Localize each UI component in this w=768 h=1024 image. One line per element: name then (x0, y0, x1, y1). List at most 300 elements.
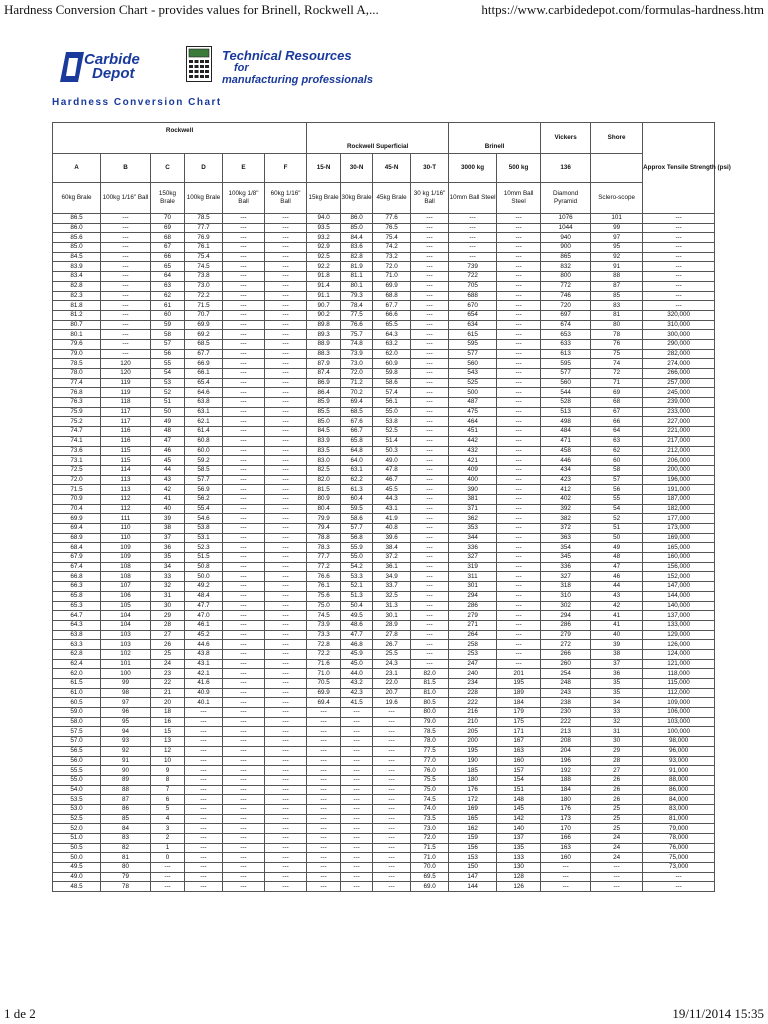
table-cell: 48.5 (53, 882, 101, 892)
table-cell: 79.9 (307, 514, 341, 524)
table-cell: 103 (101, 640, 151, 650)
table-cell: 106,000 (643, 708, 715, 718)
table-cell: --- (373, 766, 411, 776)
table-cell: 119 (101, 388, 151, 398)
table-cell: 30 (591, 737, 643, 747)
table-cell: --- (101, 320, 151, 330)
table-cell: 475 (449, 407, 497, 417)
table-cell: 76.5 (373, 223, 411, 233)
table-row (53, 398, 715, 408)
table-cell: --- (265, 659, 307, 669)
table-cell: 73.9 (341, 349, 373, 359)
vickers-header: Vickers (541, 123, 591, 154)
table-cell: 212,000 (643, 446, 715, 456)
table-cell: --- (223, 369, 265, 379)
table-cell: 82.0 (307, 475, 341, 485)
table-cell: 191,000 (643, 485, 715, 495)
table-cell: 205 (449, 727, 497, 737)
table-cell: --- (185, 737, 223, 747)
table-cell: --- (223, 417, 265, 427)
table-cell: 177,000 (643, 514, 715, 524)
table-cell: 21 (151, 688, 185, 698)
table-cell: --- (643, 872, 715, 882)
table-cell: 120 (101, 369, 151, 379)
table-cell: 54.2 (341, 562, 373, 572)
table-row (53, 291, 715, 301)
table-cell: --- (411, 214, 449, 224)
table-cell: 81.5 (411, 679, 449, 689)
table-cell: 175 (497, 717, 541, 727)
table-cell: 83 (101, 834, 151, 844)
table-cell: 53.8 (185, 524, 223, 534)
table-cell: 720 (541, 301, 591, 311)
table-cell: 103,000 (643, 717, 715, 727)
table-cell: 421 (449, 456, 497, 466)
table-cell: 44.0 (341, 669, 373, 679)
table-cell: --- (265, 262, 307, 272)
table-cell: 85.5 (307, 407, 341, 417)
table-cell: 81.2 (53, 310, 101, 320)
table-cell: 90 (101, 766, 151, 776)
table-cell: --- (223, 359, 265, 369)
table-cell: 45 (151, 456, 185, 466)
table-cell: --- (307, 804, 341, 814)
table-cell: 87.9 (307, 359, 341, 369)
table-cell: 274,000 (643, 359, 715, 369)
table-cell: 77.5 (341, 310, 373, 320)
table-cell: 51.3 (341, 591, 373, 601)
load-header: 100kg 1/8" Ball (223, 183, 265, 214)
table-cell: 43 (591, 591, 643, 601)
table-cell: 50.0 (53, 853, 101, 863)
table-cell: 266,000 (643, 369, 715, 379)
table-cell: 8 (151, 775, 185, 785)
table-cell: 16 (151, 717, 185, 727)
table-cell: 58 (591, 465, 643, 475)
table-cell: 106 (101, 591, 151, 601)
table-cell: 135 (497, 843, 541, 853)
table-cell: 577 (541, 369, 591, 379)
table-cell: 40.1 (185, 698, 223, 708)
table-cell: --- (497, 562, 541, 572)
table-cell: 112 (101, 494, 151, 504)
table-cell: 57.7 (341, 524, 373, 534)
table-row (53, 611, 715, 621)
table-cell: --- (223, 465, 265, 475)
table-cell: 53 (151, 378, 185, 388)
table-row (53, 737, 715, 747)
table-cell: --- (265, 388, 307, 398)
table-cell: --- (411, 281, 449, 291)
table-cell: --- (265, 814, 307, 824)
table-cell: 117 (101, 417, 151, 427)
table-cell: --- (497, 494, 541, 504)
table-cell: --- (307, 737, 341, 747)
table-cell: 76.0 (411, 766, 449, 776)
table-cell: --- (497, 223, 541, 233)
table-cell: 43.1 (373, 504, 411, 514)
table-cell: --- (265, 795, 307, 805)
table-cell: --- (223, 272, 265, 282)
table-cell: --- (497, 310, 541, 320)
scale-header: 500 kg (497, 154, 541, 183)
table-cell: --- (185, 872, 223, 882)
table-cell: --- (373, 853, 411, 863)
table-cell: --- (497, 272, 541, 282)
table-row (53, 582, 715, 592)
table-cell: --- (223, 514, 265, 524)
table-cell: --- (101, 252, 151, 262)
load-header: Sclero-scope (591, 183, 643, 214)
table-cell: 80.1 (341, 281, 373, 291)
table-cell: 362 (449, 514, 497, 524)
table-cell: --- (411, 611, 449, 621)
table-cell: 615 (449, 330, 497, 340)
table-cell: 3 (151, 824, 185, 834)
table-row (53, 853, 715, 863)
table-cell: 48 (591, 553, 643, 563)
table-cell: 63.1 (341, 465, 373, 475)
table-cell: 121,000 (643, 659, 715, 669)
table-cell: 70.4 (53, 504, 101, 514)
table-cell: 68 (151, 233, 185, 243)
table-cell: 70.2 (341, 388, 373, 398)
table-cell: 36 (151, 543, 185, 553)
table-cell: 74.5 (185, 262, 223, 272)
table-cell: --- (101, 214, 151, 224)
table-cell: 113 (101, 475, 151, 485)
table-cell: --- (101, 223, 151, 233)
table-cell: --- (223, 349, 265, 359)
table-cell: --- (265, 465, 307, 475)
table-row (53, 243, 715, 253)
table-cell: 73.0 (341, 359, 373, 369)
table-cell: 595 (449, 339, 497, 349)
table-cell: --- (151, 882, 185, 892)
table-row (53, 378, 715, 388)
table-cell: 34.9 (373, 572, 411, 582)
table-cell: --- (307, 746, 341, 756)
table-cell: --- (411, 640, 449, 650)
table-cell: --- (101, 272, 151, 282)
table-cell: 69 (591, 388, 643, 398)
table-cell: --- (307, 766, 341, 776)
table-cell: 116 (101, 427, 151, 437)
table-cell: --- (411, 398, 449, 408)
table-cell: --- (265, 611, 307, 621)
table-cell: 53.3 (341, 572, 373, 582)
table-cell: 577 (449, 349, 497, 359)
table-cell: --- (411, 562, 449, 572)
table-cell: 50.4 (341, 601, 373, 611)
table-cell: 72.2 (307, 649, 341, 659)
table-cell: 52.3 (185, 543, 223, 553)
table-row (53, 649, 715, 659)
table-cell: 129,000 (643, 630, 715, 640)
table-cell: 72 (591, 369, 643, 379)
table-row (53, 679, 715, 689)
table-cell: 234 (449, 679, 497, 689)
table-cell: 513 (541, 407, 591, 417)
table-cell: 53.1 (185, 533, 223, 543)
table-cell: 62 (591, 446, 643, 456)
table-cell: 230 (541, 708, 591, 718)
table-cell: 109 (101, 543, 151, 553)
table-row (53, 766, 715, 776)
logo-line-2: Depot (92, 65, 135, 82)
table-row (53, 369, 715, 379)
table-cell: 28.9 (373, 620, 411, 630)
table-cell: --- (411, 388, 449, 398)
table-cell: 33 (591, 708, 643, 718)
table-cell: 800 (541, 272, 591, 282)
table-cell: --- (411, 601, 449, 611)
table-cell: 60 (591, 456, 643, 466)
table-row (53, 427, 715, 437)
table-cell: 43.1 (185, 659, 223, 669)
table-cell: 196 (541, 756, 591, 766)
table-cell: 154 (497, 775, 541, 785)
table-cell: 55.9 (341, 543, 373, 553)
table-cell: 90.7 (307, 301, 341, 311)
table-cell: 239,000 (643, 398, 715, 408)
table-cell: --- (373, 708, 411, 718)
table-cell: --- (341, 863, 373, 873)
table-cell: 528 (541, 398, 591, 408)
table-cell: 75.9 (53, 407, 101, 417)
table-cell: --- (341, 746, 373, 756)
table-cell: 62.0 (373, 349, 411, 359)
table-cell: --- (497, 359, 541, 369)
table-cell: --- (497, 427, 541, 437)
table-cell: 79.4 (307, 524, 341, 534)
table-cell: --- (223, 679, 265, 689)
table-cell: 26 (591, 775, 643, 785)
table-cell: --- (223, 756, 265, 766)
table-cell: --- (223, 378, 265, 388)
table-cell: 69.4 (53, 524, 101, 534)
table-cell: 345 (541, 553, 591, 563)
table-cell: 64.3 (373, 330, 411, 340)
table-cell: 42 (151, 485, 185, 495)
table-cell: --- (265, 243, 307, 253)
table-cell: 56.5 (53, 746, 101, 756)
table-cell: 91.8 (307, 272, 341, 282)
table-cell: 44.3 (373, 494, 411, 504)
table-row (53, 698, 715, 708)
table-cell: 92 (101, 746, 151, 756)
table-cell: 73.3 (307, 630, 341, 640)
table-cell: 59 (151, 320, 185, 330)
table-cell: 55 (591, 494, 643, 504)
table-cell: --- (185, 746, 223, 756)
table-cell: --- (643, 252, 715, 262)
table-cell: 111 (101, 514, 151, 524)
table-cell: 108 (101, 572, 151, 582)
table-cell: 49.5 (53, 863, 101, 873)
table-cell: --- (265, 339, 307, 349)
table-cell: 84.5 (53, 252, 101, 262)
table-cell: 67.7 (185, 349, 223, 359)
scale-header-empty (591, 154, 643, 183)
table-cell: --- (307, 882, 341, 892)
table-cell: 115,000 (643, 679, 715, 689)
table-cell: 34 (591, 698, 643, 708)
table-cell: 53.0 (53, 804, 101, 814)
table-cell: --- (223, 698, 265, 708)
table-cell: 69.4 (341, 398, 373, 408)
table-cell: 52.0 (53, 824, 101, 834)
table-cell: --- (223, 669, 265, 679)
scale-header: B (101, 154, 151, 183)
table-cell: --- (411, 252, 449, 262)
table-cell: 697 (541, 310, 591, 320)
table-cell: 68 (591, 398, 643, 408)
table-cell: --- (265, 378, 307, 388)
table-cell: 147,000 (643, 582, 715, 592)
table-cell: --- (185, 708, 223, 718)
table-cell: 75.6 (307, 591, 341, 601)
table-cell: --- (101, 233, 151, 243)
table-cell: 100,000 (643, 727, 715, 737)
table-cell: 63.8 (185, 398, 223, 408)
table-cell: 81.0 (411, 688, 449, 698)
table-cell: --- (497, 640, 541, 650)
scale-header: A (53, 154, 101, 183)
table-cell: --- (265, 669, 307, 679)
table-cell: 75.4 (373, 233, 411, 243)
table-cell: --- (497, 214, 541, 224)
table-cell: 109 (101, 553, 151, 563)
table-cell: 57.0 (53, 737, 101, 747)
table-cell: 92.2 (307, 262, 341, 272)
table-cell: --- (265, 872, 307, 882)
table-cell: 228 (449, 688, 497, 698)
table-cell: 68.8 (373, 291, 411, 301)
table-cell: --- (101, 262, 151, 272)
table-cell: 56.0 (53, 756, 101, 766)
table-cell: 95 (591, 243, 643, 253)
table-cell: 24 (591, 843, 643, 853)
table-cell: 301 (449, 582, 497, 592)
table-cell: --- (223, 853, 265, 863)
table-row (53, 456, 715, 466)
table-cell: --- (223, 310, 265, 320)
table-cell: --- (497, 436, 541, 446)
table-cell: 746 (541, 291, 591, 301)
table-cell: 74.0 (411, 804, 449, 814)
table-cell: 59.8 (373, 369, 411, 379)
table-row (53, 746, 715, 756)
table-cell: --- (411, 533, 449, 543)
table-cell: --- (265, 543, 307, 553)
table-cell: --- (265, 853, 307, 863)
table-cell: 75.0 (411, 785, 449, 795)
table-cell: 120 (101, 359, 151, 369)
table-cell: 78.5 (185, 214, 223, 224)
table-cell: 180 (449, 775, 497, 785)
table-row (53, 572, 715, 582)
superficial-header: Rockwell Superficial (307, 123, 449, 154)
table-cell: 44 (591, 582, 643, 592)
table-cell: 99 (591, 223, 643, 233)
table-cell: 37 (151, 533, 185, 543)
table-cell: --- (497, 572, 541, 582)
table-cell: 133,000 (643, 620, 715, 630)
table-cell: 83.5 (307, 446, 341, 456)
table-cell: 61.3 (341, 485, 373, 495)
table-cell: 115 (101, 446, 151, 456)
table-row (53, 436, 715, 446)
table-cell: 372 (541, 524, 591, 534)
table-cell: 110 (101, 524, 151, 534)
table-row (53, 494, 715, 504)
table-cell: 76,000 (643, 843, 715, 853)
table-cell: 153 (449, 853, 497, 863)
table-cell: --- (265, 717, 307, 727)
table-cell: 47.8 (373, 465, 411, 475)
table-cell: 77.7 (185, 223, 223, 233)
table-cell: 39 (151, 514, 185, 524)
table-cell: --- (265, 601, 307, 611)
table-cell: 80.1 (53, 330, 101, 340)
table-cell: --- (497, 320, 541, 330)
table-row (53, 465, 715, 475)
table-cell: 83,000 (643, 804, 715, 814)
table-cell: 23.1 (373, 669, 411, 679)
table-cell: 412 (541, 485, 591, 495)
page-footer-datetime: 19/11/2014 15:35 (672, 1006, 764, 1021)
table-cell: --- (223, 252, 265, 262)
scale-header: 3000 kg (449, 154, 497, 183)
table-cell: 47 (151, 436, 185, 446)
table-cell: 68.4 (53, 543, 101, 553)
table-cell: 40.9 (185, 688, 223, 698)
table-cell: 28 (151, 620, 185, 630)
table-cell: 5 (151, 804, 185, 814)
table-cell: 54 (151, 369, 185, 379)
table-cell: --- (373, 775, 411, 785)
table-cell: --- (341, 853, 373, 863)
table-cell: --- (411, 553, 449, 563)
table-cell: 633 (541, 339, 591, 349)
table-cell: 81 (101, 853, 151, 863)
table-cell: 75.0 (307, 601, 341, 611)
table-cell: 354 (541, 543, 591, 553)
table-cell: --- (497, 233, 541, 243)
table-cell: 451 (449, 427, 497, 437)
table-cell: 336 (541, 562, 591, 572)
table-cell: --- (411, 233, 449, 243)
table-cell: --- (151, 872, 185, 882)
table-cell: 39.6 (373, 533, 411, 543)
table-cell: 185 (449, 766, 497, 776)
table-cell: --- (411, 620, 449, 630)
table-cell: 22 (151, 679, 185, 689)
table-cell: 54.6 (185, 514, 223, 524)
table-cell: --- (307, 853, 341, 863)
logo-line-1: Carbide (84, 51, 140, 68)
table-cell: --- (411, 407, 449, 417)
table-cell: --- (411, 591, 449, 601)
table-cell: --- (223, 330, 265, 340)
table-cell: --- (265, 524, 307, 534)
table-cell: 78.0 (411, 737, 449, 747)
table-cell: --- (223, 611, 265, 621)
table-cell: 6 (151, 795, 185, 805)
table-cell: 87 (591, 281, 643, 291)
table-cell: 63.8 (53, 630, 101, 640)
